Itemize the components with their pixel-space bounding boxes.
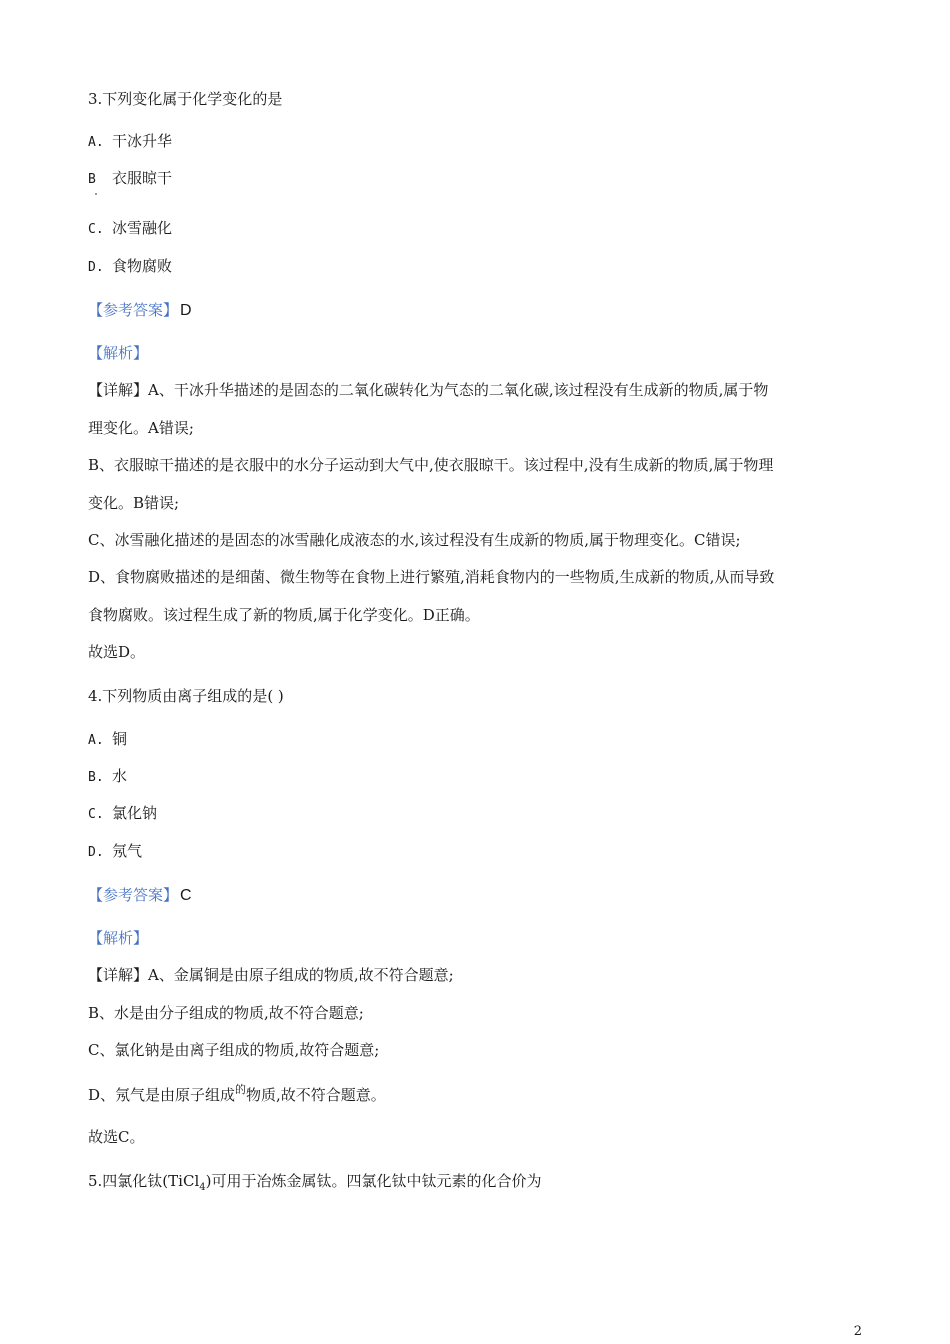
q3-detail-line: C、冰雪融化描述的是固态的冰雪融化成液态的水,该过程没有生成新的物质,属于物理变化。C错误; bbox=[88, 531, 741, 549]
q3-option-d bbox=[88, 256, 172, 278]
answer-letter: D bbox=[180, 302, 192, 319]
q3-option-b bbox=[88, 168, 172, 190]
question-3-title: 3.下列变化属于化学变化的是 bbox=[88, 90, 283, 108]
q3-option-c bbox=[88, 218, 172, 240]
question-5-title bbox=[88, 1171, 541, 1194]
option-text: 冰雪融化 bbox=[112, 219, 173, 237]
q4-detail-line: C、氯化钠是由离子组成的物质,故符合题意; bbox=[88, 1041, 380, 1059]
detail-text: D、氖气是由原子组成 bbox=[88, 1086, 236, 1104]
option-label: A. bbox=[88, 733, 104, 748]
q3-answer bbox=[88, 300, 192, 321]
detail-text: 物质,故不符合题意。 bbox=[246, 1086, 386, 1104]
q4-option-d bbox=[88, 841, 142, 863]
option-label: B bbox=[88, 172, 96, 187]
q4-option-c bbox=[88, 803, 157, 825]
option-text: 铜 bbox=[112, 730, 128, 748]
q4-option-a bbox=[88, 729, 127, 751]
q4-detail-line: 【详解】A、金属铜是由原子组成的物质,故不符合题意; bbox=[88, 966, 454, 984]
q4-detail-line-d bbox=[88, 1085, 386, 1107]
option-text: 氯化钠 bbox=[112, 804, 158, 822]
option-text: 干冰升华 bbox=[112, 132, 173, 150]
q4-analysis-label: 【解析】 bbox=[88, 929, 149, 947]
option-label: A. bbox=[88, 135, 104, 150]
q4-option-b bbox=[88, 766, 127, 788]
q3-detail-line: 食物腐败。该过程生成了新的物质,属于化学变化。D正确。 bbox=[88, 606, 480, 624]
option-label: C. bbox=[88, 222, 104, 237]
q4-answer bbox=[88, 885, 192, 906]
answer-letter: C bbox=[180, 887, 192, 904]
q3-conclusion: 故选D。 bbox=[88, 643, 146, 661]
option-label: B. bbox=[88, 770, 104, 785]
q4-detail-line: B、水是由分子组成的物质,故不符合题意; bbox=[88, 1004, 364, 1022]
q3-detail-line: B、衣服晾干描述的是衣服中的水分子运动到大气中,使衣服晾干。该过程中,没有生成新的物质,属于物理 bbox=[88, 456, 774, 474]
option-label: C. bbox=[88, 807, 104, 822]
answer-label: 【参考答案】 bbox=[88, 301, 179, 319]
q3-option-a bbox=[88, 131, 172, 153]
option-label: D. bbox=[88, 845, 104, 860]
stray-dot bbox=[95, 193, 97, 195]
option-text: 食物腐败 bbox=[112, 257, 173, 275]
option-text: 水 bbox=[112, 767, 128, 785]
option-text: 衣服晾干 bbox=[112, 169, 173, 187]
option-text: 氖气 bbox=[112, 842, 143, 860]
detail-superscript: 的 bbox=[235, 1083, 247, 1096]
option-label: D. bbox=[88, 260, 104, 275]
title-text: 5.四氯化钛(TiCl bbox=[88, 1172, 200, 1190]
answer-label: 【参考答案】 bbox=[88, 886, 179, 904]
q3-detail-line: 【详解】A、干冰升华描述的是固态的二氧化碳转化为气态的二氧化碳,该过程没有生成新的物质,属于物 bbox=[88, 381, 769, 399]
q3-analysis-label: 【解析】 bbox=[88, 344, 149, 362]
page-number: 2 bbox=[853, 1324, 862, 1339]
title-text: )可用于冶炼金属钛。四氯化钛中钛元素的化合价为 bbox=[205, 1172, 542, 1190]
q4-conclusion: 故选C。 bbox=[88, 1128, 145, 1146]
subscript-4: 4 bbox=[199, 1182, 206, 1193]
question-4-title: 4.下列物质由离子组成的是( ) bbox=[88, 687, 284, 705]
q3-detail-line: 理变化。A错误; bbox=[88, 419, 194, 437]
q3-detail-line: D、食物腐败描述的是细菌、微生物等在食物上进行繁殖,消耗食物内的一些物质,生成新的物质,从而导致 bbox=[88, 568, 775, 586]
q3-detail-line: 变化。B错误; bbox=[88, 494, 180, 512]
